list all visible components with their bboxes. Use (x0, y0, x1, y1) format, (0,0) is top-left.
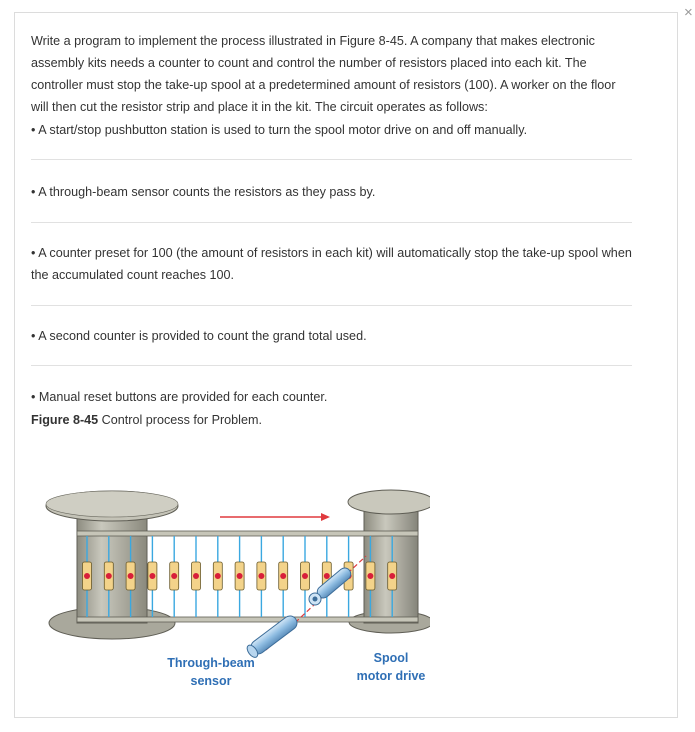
resistor-band (193, 573, 199, 579)
problem-intro: Write a program to implement the process illustrated in Figure 8-45. A company that makes electronic assembly kits needs a counter to count and control the number of resistors placed into each kit. The controller must stop the take-up spool at a predetermined amount of resistors (100). A worker on the floor will then cut the resistor strip and place it in the kit. The circuit operates as follows: (31, 34, 616, 114)
resistor-band (324, 573, 330, 579)
sensor-label-line1: Through-beam (167, 656, 255, 670)
bullet-preset-counter: • A counter preset for 100 (the amount of resistors in each kit) will automatically stop the take-up spool when the accumulated count reaches 100. (31, 223, 632, 306)
figure-number: Figure 8-45 (31, 413, 99, 427)
problem-content (31, 30, 632, 444)
motor-label-line1: Spool (373, 651, 409, 665)
resistor-band (258, 573, 264, 579)
resistor-band (237, 573, 243, 579)
resistor-band (171, 573, 177, 579)
figure-8-45-illustration (30, 480, 430, 695)
resistor-band (215, 573, 221, 579)
resistor-band (84, 573, 90, 579)
direction-arrow (220, 513, 330, 521)
resistor-band (149, 573, 155, 579)
figure-caption-text: Control process for Problem. (98, 413, 262, 427)
resistor-band (106, 573, 112, 579)
bullet-start-stop: • A start/stop pushbutton station is used to turn the spool motor drive on and off manually. (31, 119, 632, 160)
resistor-band (367, 573, 373, 579)
bullet-reset-buttons: • Manual reset buttons are provided for each counter. (31, 390, 328, 404)
resistor-band (128, 573, 134, 579)
resistor-band (389, 573, 395, 579)
sensor-label-line2: sensor (190, 674, 232, 688)
figure-caption (31, 409, 632, 431)
resistor-band (280, 573, 286, 579)
motor-label-line2: motor drive (356, 669, 426, 683)
close-icon[interactable]: × (684, 4, 693, 21)
bullet-sensor: • A through-beam sensor counts the resistors as they pass by. (31, 160, 632, 223)
resistor-band (302, 573, 308, 579)
bullet-second-counter: • A second counter is provided to count the grand total used. (31, 306, 632, 366)
